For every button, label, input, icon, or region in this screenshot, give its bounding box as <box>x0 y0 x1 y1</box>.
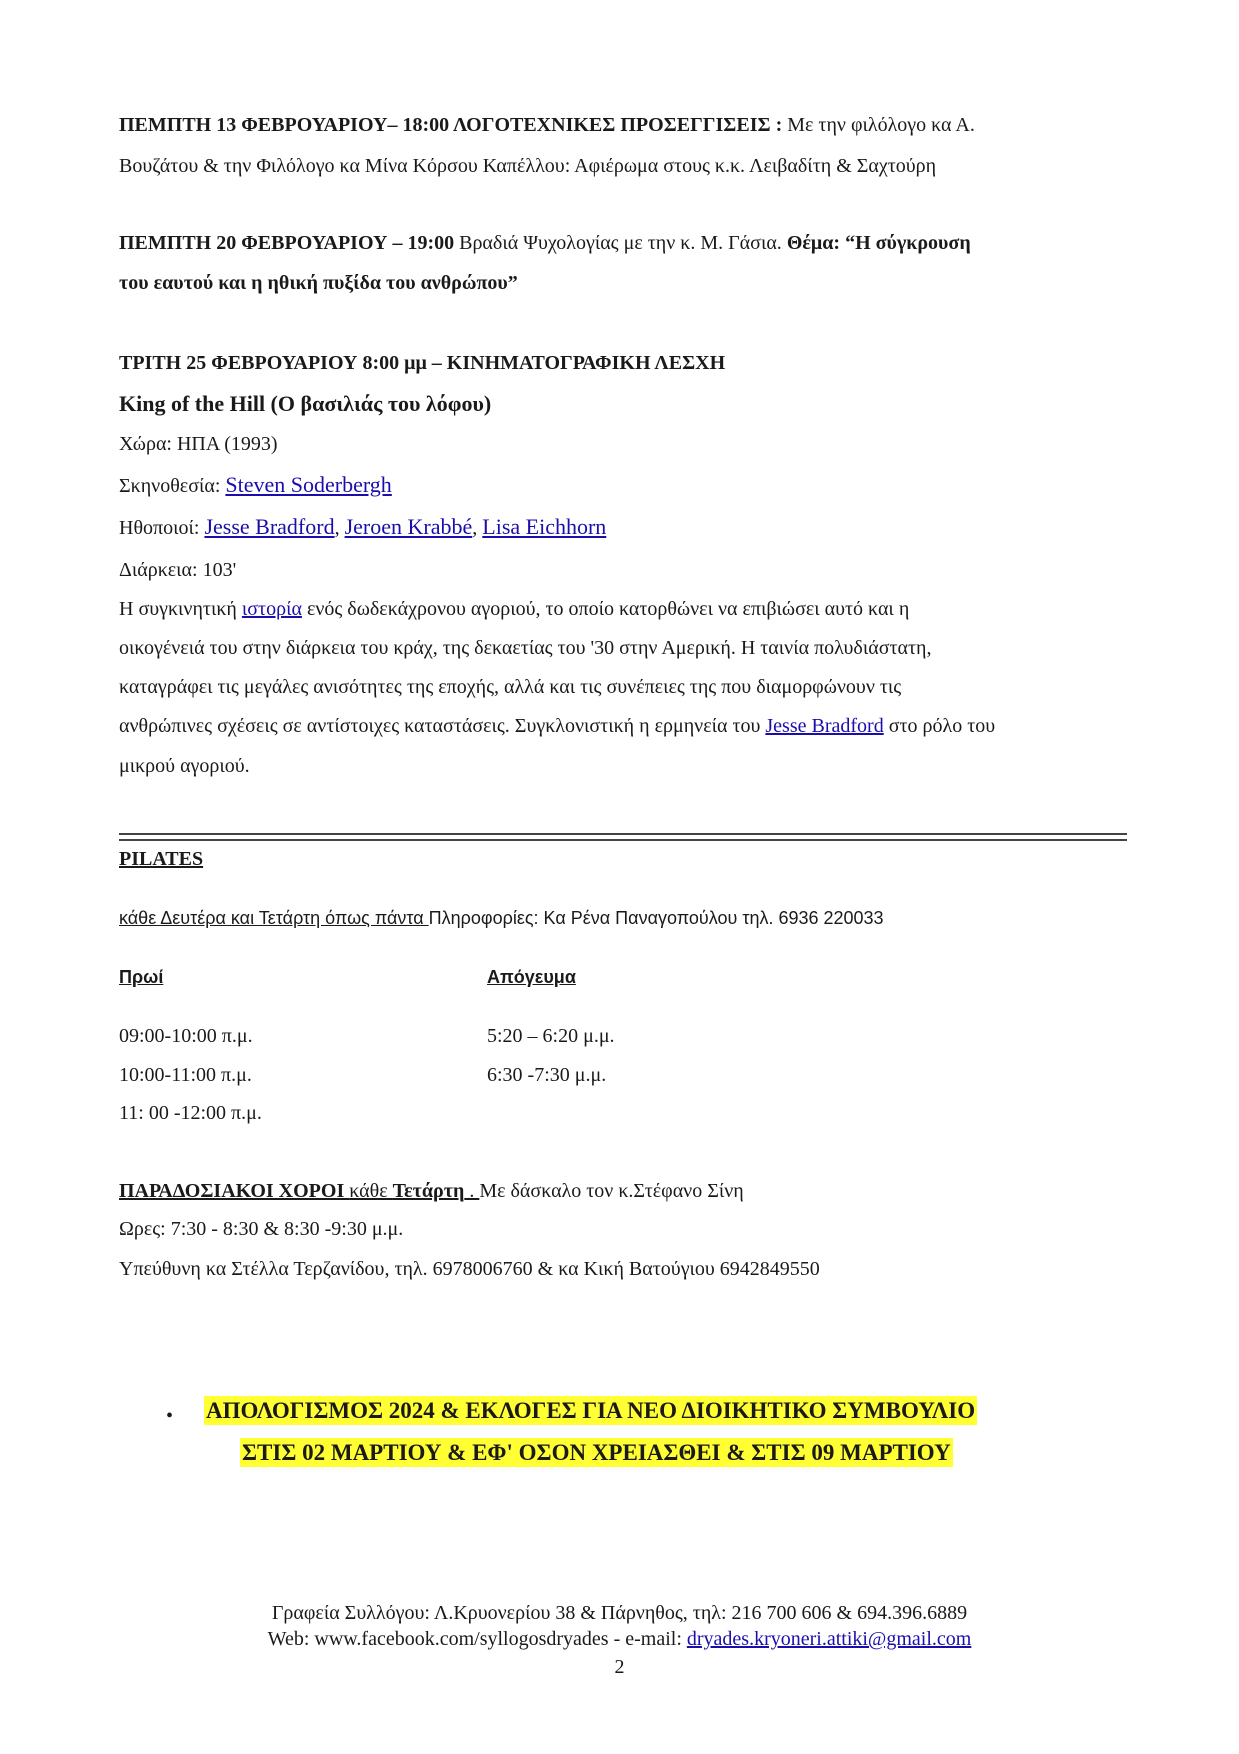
dances-every: κάθε <box>349 1180 393 1202</box>
movie-description-line5: μικρού αγοριού. <box>119 755 250 777</box>
literature-event-line1 <box>119 114 975 137</box>
afternoon-slot-1: 5:20 – 6:20 μ.μ. <box>487 1025 615 1047</box>
morning-header <box>119 967 485 988</box>
desc-text: Η συγκινητική <box>119 598 242 620</box>
pilates-schedule-line <box>119 907 884 930</box>
footer-email-link[interactable]: dryades.kryoneri.attiki@gmail.com <box>686 1628 972 1650</box>
footer-web: Web: www.facebook.com/syllogosdryades - e-mail: <box>267 1628 687 1650</box>
movie-country: Χώρα: ΗΠΑ (1993) <box>119 433 278 455</box>
dances-line1 <box>119 1180 744 1203</box>
dances-teacher: Με δάσκαλο τον κ.Στέφανο Σίνη <box>479 1180 744 1202</box>
movie-description-line4 <box>119 715 995 738</box>
morning-slot-1: 09:00-10:00 π.μ. <box>119 1025 253 1047</box>
comma: , <box>334 517 345 539</box>
announcement-highlight-1: ΑΠΟΛΟΓΙΣΜΟΣ 2024 & ΕΚΛΟΓΕΣ ΓΙΑ ΝΕΟ ΔΙΟΙΚΗΤΙΚΟ ΣΥΜΒΟΥΛΙΟ <box>206 1398 976 1423</box>
jesse-bradford-link[interactable]: Jesse Bradford <box>765 715 884 737</box>
announcement-line1 <box>204 1398 977 1424</box>
dances-hours: Ωρες: 7:30 - 8:30 & 8:30 -9:30 μ.μ. <box>119 1218 404 1240</box>
morning-header-text: Πρωί <box>119 967 164 987</box>
movie-title: King of the Hill (Ο βασιλιάς του λόφου) <box>119 391 492 416</box>
announcement-highlight-2: ΣΤΙΣ 02 ΜΑΡΤΙΟΥ & ΕΦ' ΟΣΟΝ ΧΡΕΙΑΣΘΕΙ & ΣΤΙΣ 09 ΜΑΡΤΙΟΥ <box>242 1440 951 1465</box>
story-link[interactable]: ιστορία <box>241 598 302 620</box>
director-label: Σκηνοθεσία: <box>119 475 226 497</box>
movie-description-line1 <box>119 598 909 621</box>
movie-actors-line <box>119 514 606 540</box>
pilates-schedule: κάθε Δευτέρα και Τετάρτη όπως πάντα <box>119 908 429 928</box>
announcement-line2 <box>240 1440 953 1466</box>
literature-text: Με την φιλόλογο κα Α. <box>782 114 975 136</box>
bullet-icon: • <box>166 1405 174 1427</box>
morning-slot-2: 10:00-11:00 π.μ. <box>119 1064 252 1086</box>
movie-description-line2: οικογένειά του στην διάρκεια του κράχ, της δεκαετίας του '30 στην Αμερική. Η ταινία πολυδιάστατη, <box>119 637 932 659</box>
literature-heading: ΠΕΜΠΤΗ 13 ΦΕΒΡΟΥΑΡΙΟΥ– 18:00 ΛΟΓΟΤΕΧΝΙΚΕΣ ΠΡΟΣΕΓΓΙΣΕΙΣ : <box>119 114 783 136</box>
psychology-text: Βραδιά Ψυχολογίας με την κ. Μ. Γάσια. <box>454 232 787 254</box>
dances-responsible: Υπεύθυνη κα Στέλλα Τερζανίδου, τηλ. 6978006760 & κα Κική Βατούγιου 6942849550 <box>119 1258 820 1280</box>
footer-address: Γραφεία Συλλόγου: Λ.Κρυονερίου 38 & Πάρνηθος, τηλ: 216 700 606 & 694.396.6889 <box>271 1602 968 1624</box>
footer-web-line <box>0 1628 1239 1651</box>
page-number: 2 <box>614 1656 625 1678</box>
actor-link-jeroen-krabbe[interactable]: Jeroen Krabbé <box>344 514 473 539</box>
pilates-info: Πληροφορίες: Κα Ρένα Παναγοπούλου τηλ. 6936 220033 <box>428 908 884 928</box>
movie-duration: Διάρκεια: 103' <box>119 559 237 581</box>
psychology-event-line1 <box>119 232 971 255</box>
literature-event-line2: Βουζάτου & την Φιλόλογο κα Μίνα Κόρσου Καπέλλου: Αφιέρωμα στους κ.κ. Λειβαδίτη & Σαχτούρη <box>119 155 937 177</box>
desc-text: ενός δωδεκάχρονου αγοριού, το οποίο κατορθώνει να επιβιώσει αυτό και η <box>301 598 910 620</box>
dances-dot: . <box>464 1180 480 1202</box>
actor-link-jesse-bradford[interactable]: Jesse Bradford <box>204 514 335 539</box>
psychology-theme-line2: του εαυτού και η ηθική πυξίδα του ανθρώπου” <box>119 272 518 294</box>
actor-link-lisa-eichhorn[interactable]: Lisa Eichhorn <box>482 514 607 539</box>
desc-text: ανθρώπινες σχέσεις σε αντίστοιχες καταστάσεις. Συγκλονιστική η ερμηνεία του <box>119 715 766 737</box>
double-line-separator <box>119 839 1127 841</box>
morning-slot-3: 11: 00 -12:00 π.μ. <box>119 1102 262 1124</box>
movie-director-line <box>119 472 392 498</box>
movie-description-line3: καταγράφει τις μεγάλες ανισότητες της εποχής, αλλά και τις συνέπειες της που διαμορφώνουν τις <box>119 676 902 698</box>
desc-text: στο ρόλο του <box>883 715 996 737</box>
afternoon-slot-2: 6:30 -7:30 μ.μ. <box>487 1064 607 1086</box>
pilates-title: PILATES <box>119 848 204 870</box>
actors-label: Ηθοποιοί: <box>119 517 205 539</box>
dances-day: Τετάρτη <box>392 1180 465 1202</box>
psychology-heading: ΠΕΜΠΤΗ 20 ΦΕΒΡΟΥΑΡΙΟΥ – 19:00 <box>119 232 455 254</box>
double-line-separator <box>119 833 1127 835</box>
psychology-theme: Θέμα: “Η σύγκρουση <box>786 232 971 254</box>
cinema-heading: ΤΡΙΤΗ 25 ΦΕΒΡΟΥΑΡΙΟΥ 8:00 μμ – ΚΙΝΗΜΑΤΟΓΡΑΦΙΚΗ ΛΕΣΧΗ <box>119 352 726 374</box>
comma: , <box>472 517 483 539</box>
dances-title: ΠΑΡΑΔΟΣΙΑΚΟΙ ΧΟΡΟΙ <box>119 1180 350 1202</box>
afternoon-header: Απόγευμα <box>487 967 576 987</box>
director-link[interactable]: Steven Soderbergh <box>225 472 392 497</box>
